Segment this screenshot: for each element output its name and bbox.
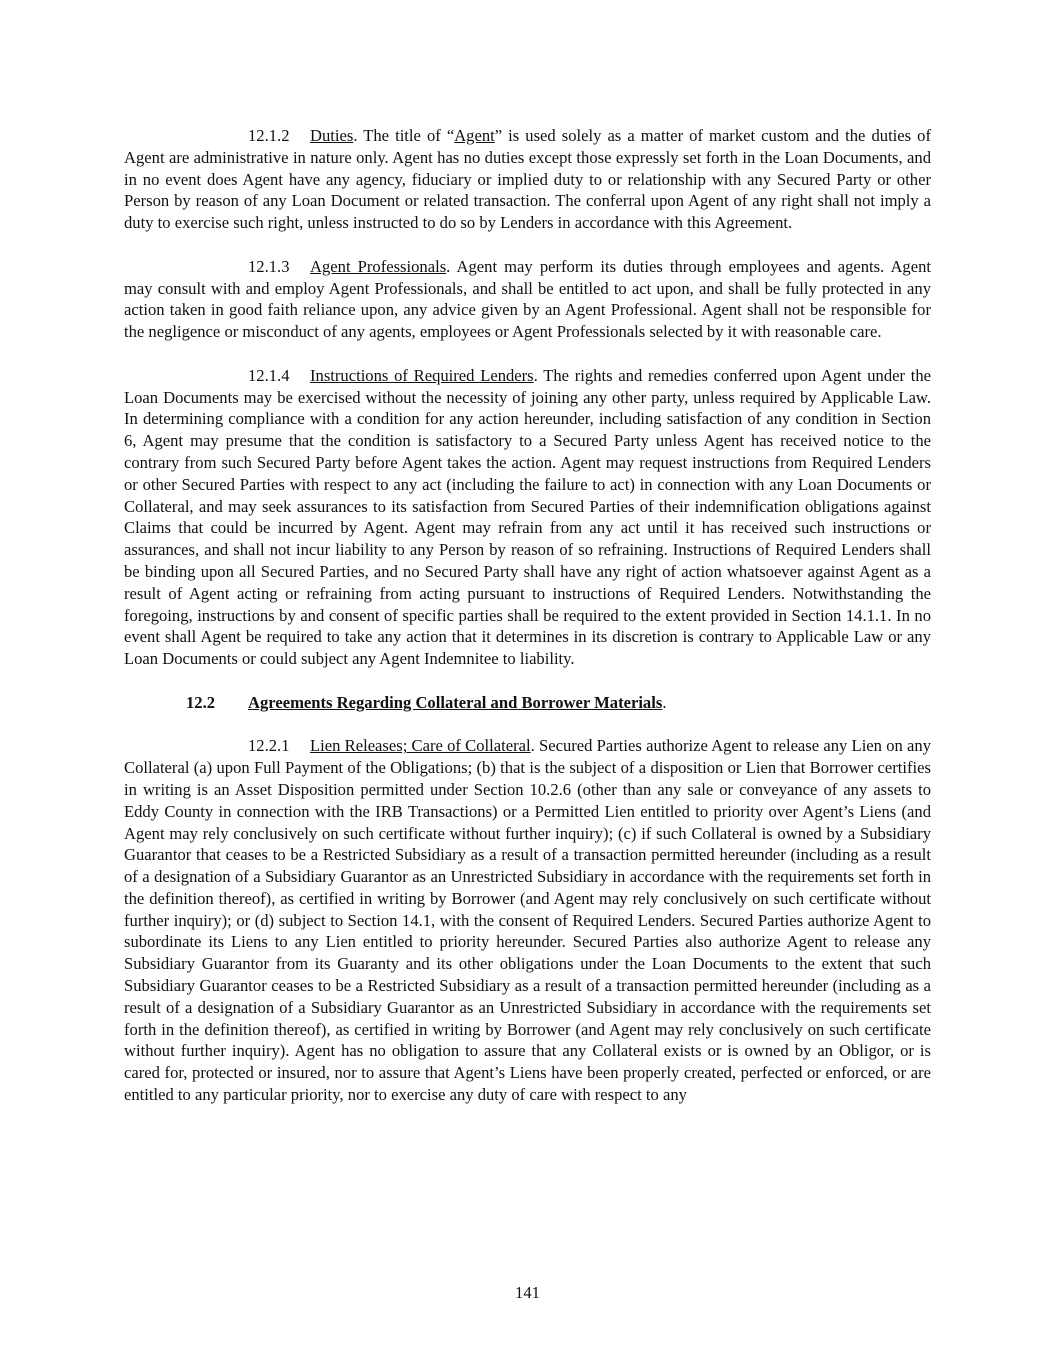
section-text: The rights and remedies conferred upon Agent under the Loan Documents may be exercised without the necessity of joining any other party, unless required by Applicable Law. In determining compliance with a condition for any action hereunder, including satisfaction of any condition in Section 6, Agent may presume that the condition is satisfactory to a Secured Party unless Agent has received notice to the contrary from such Secured Party before Agent takes the action. Agent may request instructions from Required Lenders or other Secured Parties with respect to any act (including the failure to act) in connection with any Loan Documents or Collateral, and may seek assurances to its satisfaction from Secured Parties of their indemnification obligations against Claims that could be incurred by Agent. Agent may refrain from any act until it has received such instructions or assurances, and shall not incur liability to any Person by reason of so refraining. Instructions of Required Lenders shall be binding upon all Secured Parties, and no Secured Party shall have any right of action whatsoever against Agent as a result of Agent acting or refraining from acting pursuant to instructions of Required Lenders. Notwithstanding the foregoing, instructions by and consent of specific parties shall be required to the extent provided in Section 14.1.1. In no event shall Agent be required to take any action that it determines in its discretion is contrary to Applicable Law or any Loan Documents or could subject any Agent Indemnitee to liability. [124,365,932,669]
section-title: Instructions of Required Lenders [310,365,534,385]
page-number: 141 [515,1283,540,1302]
defined-term-agent: Agent [454,126,495,145]
section-text: ” is used solely as a matter of market custom and the duties of Agent are administrative in nature only. Agent has no duties except those expressly set forth in the Loan Documents, and in no event does Agent have any agency, fiduciary or implied duty to or relationship with any Secured Party or other Person by reason of any Loan Document or related transaction. The conferral upon Agent of any right shall not imply a duty to exercise such right, unless instructed to do so by Lenders in accordance with this Agreement. [124,126,931,233]
heading-period: . [662,692,667,712]
section-text: Secured Parties authorize Agent to release any Lien on any Collateral (a) upon Full Payment of the Obligations; (b) that is the subject of a disposition or Lien that Borrower certifies in writing is an Asset Disposition permitted under Section 10.2.6 (other than any sale or conveyance of any assets to Eddy County in connection with the IRB Transactions) or a Permitted Lien entitled to priority over Agent’s Liens (and Agent may rely conclusively on such certificate without further inquiry); (c) if such Collateral is owned by a Subsidiary Guarantor that ceases to be a Restricted Subsidiary as a result of a transaction permitted hereunder (including as a result of a designation of a Subsidiary Guarantor as an Unrestricted Subsidiary in accordance with the requirements set forth in the definition thereof), as certified in writing by Borrower (and Agent may rely conclusively on such certificate without further inquiry); or (d) subject to Section 14.1, with the consent of Required Lenders. Secured Parties authorize Agent to subordinate its Liens to any Lien entitled to priority hereunder. Secured Parties also authorize Agent to release any Subsidiary Guarantor from its Guaranty and its other obligations under the Loan Documents to the extent that such Subsidiary Guarantor ceases to be a Restricted Subsidiary as a result of a transaction permitted hereunder (including as a result of a designation of a Subsidiary Guarantor as an Unrestricted Subsidiary in accordance with the requirements set forth in the definition thereof), as certified in writing by Borrower (and Agent may rely conclusively on such certificate without further inquiry). Agent has no obligation to assure that any Collateral exists or is owned by an Obligor, or is cared for, protected or insured, nor to assure that Agent’s Liens have been properly created, perfected or enforced, or are entitled to any particular priority, nor to exercise any duty of care with respect to any [124,736,931,1105]
section-number: 12.1.2 [248,126,290,145]
section-number: 12.2.1 [248,736,290,756]
section-number: 12.1.4 [248,365,290,385]
section-12-2-1: 12.2.1 Lien Releases; Care of Collateral. Secured Parties authorize Agent to release any Lien on any Collateral (a) upon Full Payment of the Obligations; (b) that is the subject of a disposition or Lien that Borrower certifies in writing is an Asset Disposition permitted under Section 10.2.6 (other than any sale or conveyance of any assets to Eddy County in connection with the IRB Transactions) or a Permitted Lien entitled to priority over Agent’s Liens (and Agent may rely conclusively on such certificate without further inquiry); (c) if such Collateral is owned by a Subsidiary Guarantor that ceases to be a Restricted Subsidiary as a result of a transaction permitted hereunder (including as a result of a designation of a Subsidiary Guarantor as an Unrestricted Subsidiary in accordance with the requirements set forth in the definition thereof), as certified in writing by Borrower (and Agent may rely conclusively on such certificate without further inquiry); or (d) subject to Section 14.1, with the consent of Required Lenders. Secured Parties authorize Agent to subordinate its Liens to any Lien entitled to priority hereunder. Secured Parties also authorize Agent to release any Subsidiary Guarantor from its Guaranty and its other obligations under the Loan Documents to the extent that such Subsidiary Guarantor ceases to be a Restricted Subsidiary as a result of a transaction permitted hereunder (including as a result of a designation of a Subsidiary Guarantor as an Unrestricted Subsidiary in accordance with the requirements set forth in the definition thereof), as certified in writing by Borrower (and Agent may rely conclusively on such certificate without further inquiry). Agent has no obligation to assure that any Collateral exists or is owned by an Obligor, or is cared for, protected or insured, nor to assure that Agent’s Liens have been properly created, perfected or enforced, or are entitled to any particular priority, nor to exercise any duty of care with respect to any [124,736,931,1105]
section-text: Agent may perform its duties through employees and agents. Agent may consult with and employ Agent Professionals, and shall be entitled to act upon, and shall be fully protected in any action taken in good faith reliance upon, any advice given by an Agent Professional. Agent shall not be responsible for the negligence or misconduct of any agents, employees or Agent Professionals selected by it with reasonable care. [124,256,931,342]
heading-title: Agreements Regarding Collateral and Borrower Materials [248,692,663,712]
section-12-1-3: 12.1.3 Agent Professionals. Agent may perform its duties through employees and agents. Agent may consult with and employ Agent Professionals, and shall be entitled to act upon, and shall be fully protected in any action taken in good faith reliance upon, any advice given by an Agent Professional. Agent shall not be responsible for the negligence or misconduct of any agents, employees or Agent Professionals selected by it with reasonable care. [124,256,931,342]
section-12-1-2: 12.1.2 Duties. The title of “Agent” is used solely as a matter of market custom and the duties of Agent are administrative in nature only. Agent has no duties except those expressly set forth in the Loan Documents, and in no event does Agent have any agency, fiduciary or implied duty to or relationship with any Secured Party or other Person by reason of any Loan Document or related transaction. The conferral upon Agent of any right shall not imply a duty to exercise such right, unless instructed to do so by Lenders in accordance with this Agreement. [124,126,931,233]
section-number: 12.1.3 [248,256,290,276]
section-heading-12-2 [124,692,931,714]
section-title: Agent Professionals [310,256,447,276]
section-title: Duties [310,126,354,145]
section-title: Lien Releases; Care of Collateral [310,736,531,756]
heading-number: 12.2 [186,692,216,712]
document-page [124,125,931,1106]
section-12-1-4: 12.1.4 Instructions of Required Lenders. The rights and remedies conferred upon Agent under the Loan Documents may be exercised without the necessity of joining any other party, unless required by Applicable Law. In determining compliance with a condition for any action hereunder, including satisfaction of any condition in Section 6, Agent may presume that the condition is satisfactory to a Secured Party unless Agent has received notice to the contrary from such Secured Party before Agent takes the action. Agent may request instructions from Required Lenders or other Secured Parties with respect to any act (including the failure to act) in connection with any Loan Documents or Collateral, and may seek assurances to its satisfaction from Secured Parties of their indemnification obligations against Claims that could be incurred by Agent. Agent may refrain from any act until it has received such instructions or assurances, and shall not incur liability to any Person by reason of so refraining. Instructions of Required Lenders shall be binding upon all Secured Parties, and no Secured Party shall have any right of action whatsoever against Agent as a result of Agent acting or refraining from acting pursuant to instructions of Required Lenders. Notwithstanding the foregoing, instructions by and consent of specific parties shall be required to the extent provided in Section 14.1.1. In no event shall Agent be required to take any action that it determines in its discretion is contrary to Applicable Law or any Loan Documents or could subject any Agent Indemnitee to liability. [124,365,932,669]
section-text: The title of “ [363,126,455,145]
